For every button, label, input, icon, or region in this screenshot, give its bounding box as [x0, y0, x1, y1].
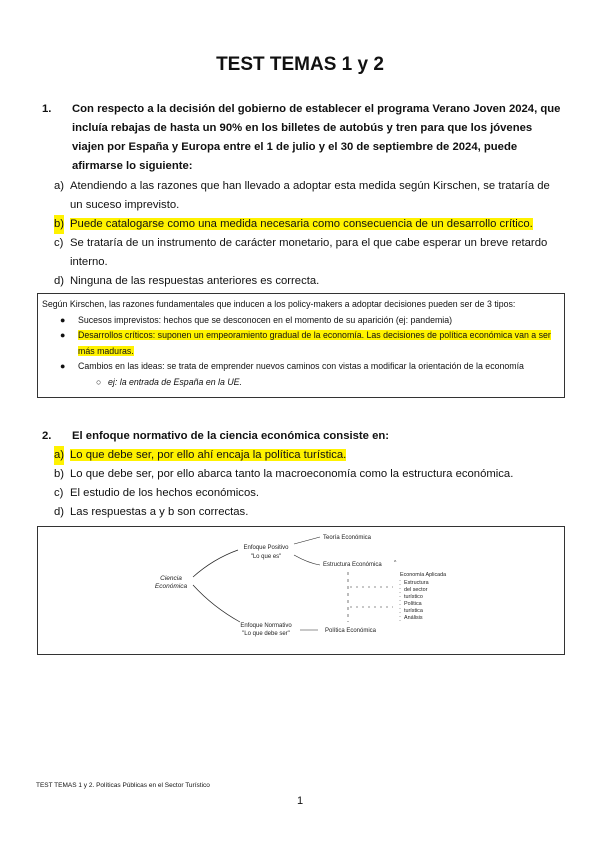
diagram-positivo-line1: Enfoque Positivo	[243, 545, 289, 551]
diagram-aplicada-4: Política	[404, 601, 422, 607]
list-item-highlighted: ● Desarrollos críticos: suponen un empeoramiento gradual de la economía. Las decisiones de política económica van a ser más maduras.	[60, 330, 551, 356]
diagram-normativo-line1: Enfoque Normativo	[240, 623, 292, 629]
diagram-root-line1: Ciencia	[160, 575, 182, 582]
explanation-list	[38, 313, 564, 375]
connector-positivo	[193, 550, 238, 577]
bullet-icon: ●	[60, 314, 66, 325]
question-number: 2.	[42, 430, 52, 442]
page-number: 1	[296, 795, 304, 807]
page-title: TEST TEMAS 1 y 2	[216, 54, 384, 75]
connector-normativo	[193, 585, 240, 622]
option-text: Ninguna de las respuestas anteriores es correcta.	[70, 275, 320, 287]
option-letter: d)	[54, 275, 65, 287]
diagram-aplicada-2: del sector	[404, 587, 428, 593]
diagram-normativo-line2: "Lo que debe ser"	[242, 631, 290, 637]
diagram-teoria: Teoría Económica	[323, 535, 372, 541]
diagram-aplicada-6: Análisis	[404, 615, 423, 621]
dagger-icon: ^	[394, 560, 397, 566]
question-1	[42, 100, 562, 176]
diagram-estructura: Estructura Económica	[323, 562, 382, 568]
option-text-highlighted: Lo que debe ser, por ello ahí encaja la política turística.	[70, 449, 347, 461]
option-a	[54, 446, 562, 465]
option-text: El estudio de los hechos económicos.	[70, 487, 260, 499]
page-footer: TEST TEMAS 1 y 2. Políticas Públicas en el Sector Turístico	[36, 782, 210, 789]
question-number: 1.	[42, 103, 52, 115]
option-letter: b)	[54, 215, 64, 234]
list-item: ● Cambios en las ideas: se trata de emprender nuevos caminos con vistas a modificar la orientación de la economía	[38, 359, 564, 375]
list-item: ● Sucesos imprevistos: hechos que se desconocen en el momento de su aparición (ej: pandemia)	[38, 313, 564, 329]
connector-teoria	[294, 537, 320, 544]
explanation-lead: Según Kirschen, las razones fundamentales que inducen a los policy-makers a adoptar decisiones pueden ser de 3 tipos:	[42, 299, 516, 309]
option-letter: a)	[54, 180, 65, 192]
diagram-root-line2: Económica	[154, 583, 188, 590]
option-letter: d)	[54, 506, 65, 518]
diagram-aplicada-5: turística	[404, 608, 423, 614]
option-letter: a)	[54, 446, 64, 465]
diagram-positivo-line2: "Lo que es"	[250, 554, 282, 560]
economics-approaches-diagram	[38, 527, 564, 654]
option-text-highlighted: Puede catalogarse como una medida necesaria como consecuencia de un desarrollo crítico.	[70, 218, 533, 230]
connector-estructura	[294, 555, 320, 565]
circle-bullet-icon: ○	[96, 376, 102, 387]
diagram-box	[37, 526, 565, 655]
question-2	[42, 427, 562, 446]
option-c	[54, 234, 562, 272]
question-2-options	[42, 446, 562, 522]
option-b	[54, 215, 562, 234]
bullet-icon: ●	[60, 330, 66, 341]
option-letter: c)	[54, 237, 64, 249]
option-text: Lo que debe ser, por ello abarca tanto la macroeconomía como la estructura económica.	[70, 468, 514, 480]
option-letter: c)	[54, 487, 64, 499]
diagram-aplicada-0: Economía Aplicada	[400, 572, 447, 578]
diagram-politica: Política Económica	[325, 628, 377, 634]
option-letter: b)	[54, 468, 65, 480]
bullet-icon: ●	[60, 361, 66, 372]
question-stem: El enfoque normativo de la ciencia económica consiste en:	[72, 430, 390, 442]
question-stem: Con respecto a la decisión del gobierno de establecer el programa Verano Joven 2024, que incluía rebajas de hasta un 90% en los billetes de autobús y tren para que los jóvenes viajen por España y Europa entre el 1 de julio y el 30 de septiembre de 2024, puede afirmarse lo siguiente:	[72, 103, 561, 172]
explanation-box	[37, 293, 565, 398]
option-a	[54, 177, 562, 215]
option-text: Las respuestas a y b son correctas.	[70, 506, 249, 518]
diagram-aplicada-1: Estructura	[404, 580, 429, 586]
question-1-options	[42, 177, 562, 291]
option-text: Se trataría de un instrumento de carácter monetario, para el que cabe esperar un breve retardo interno.	[70, 237, 548, 268]
diagram-aplicada-3: turístico	[404, 594, 423, 600]
option-d	[54, 272, 562, 291]
option-b	[54, 465, 562, 484]
option-d	[54, 503, 562, 522]
option-text: Atendiendo a las razones que han llevado a adoptar esta medida según Kirschen, se trataría de un suceso imprevisto.	[70, 180, 550, 211]
sub-list-item: ○ ej: la entrada de España en la UE.	[38, 375, 564, 391]
option-c	[54, 484, 562, 503]
